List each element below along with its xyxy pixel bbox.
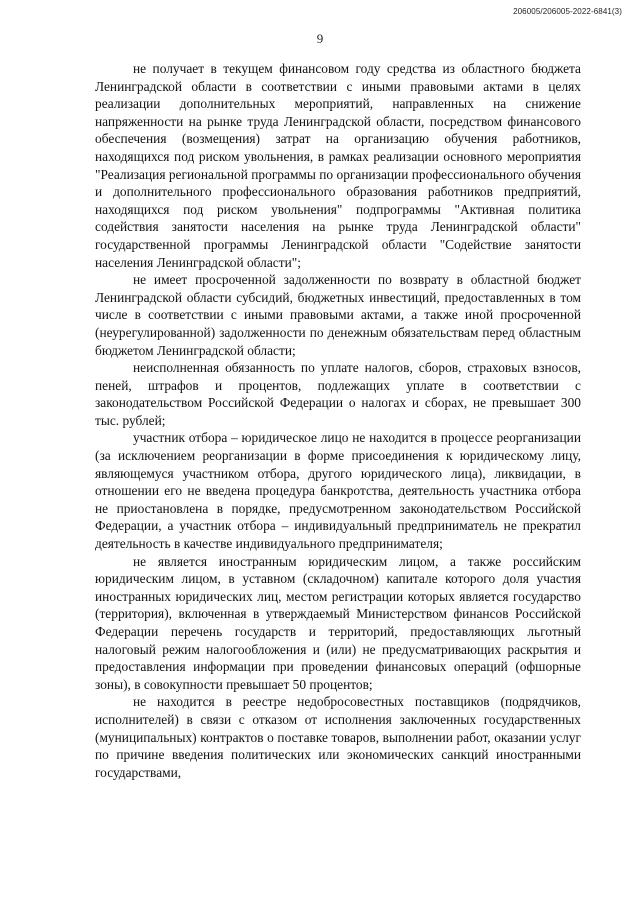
paragraph-6: не находится в реестре недобросовестных поставщиков (подрядчиков, исполнителей) в связи с отказом от исполнения заключенных государственных (муниципальных) контрактов о поставке товаров, выполнении работ, оказании услуг по причине введения политических или экономических санкций иностранными государствами, xyxy=(95,694,581,780)
paragraph-5: не является иностранным юридическим лицом, а также российским юридическим лицом, в уставном (складочном) капитале которого доля участия иностранных юридических лиц, местом регистрации которых является государство (территория), включенная в утверждаемый Министерством финансов Российской Федерации перечень государств и территорий, предоставляющих льготный налоговый режим налогообложения и (или) не предусматривающих раскрытия и предоставления информации при проведении финансовых операций (офшорные зоны), в совокупности превышает 50 процентов; xyxy=(95,553,581,692)
paragraph-3: неисполненная обязанность по уплате налогов, сборов, страховых взносов, пеней, штрафов и процентов, подлежащих уплате в соответствии с законодательством Российской Федерации о налогах и сборах, не превышает 300 тыс. рублей; xyxy=(95,360,581,428)
document-body xyxy=(95,60,581,781)
paragraph-2: не имеет просроченной задолженности по возврату в областной бюджет Ленинградской области субсидий, бюджетных инвестиций, предоставленных в том числе в соответствии с иными правовыми актами, а также иной просроченной (неурегулированной) задолженности по денежным обязательствам перед областным бюджетом Ленинградской области; xyxy=(95,272,581,358)
document-id: 206005/206005-2022-6841(3) xyxy=(513,7,622,16)
paragraph-1: не получает в текущем финансовом году средства из областного бюджета Ленинградской области в соответствии с иными правовыми актами в целях реализации дополнительных мероприятий, направленных на снижение напряженности на рынке труда Ленинградской области, посредством финансового обеспечения (возмещения) затрат на организацию обучения работников, находящихся под риском увольнения, в рамках реализации основного мероприятия "Реализация региональной программы по организации профессионального обучения и дополнительного профессионального образования работников предприятий, находящихся под риском увольнения" подпрограммы "Активная политика содействия занятости населения на рынке труда Ленинградской области" государственной программы Ленинградской области "Содействие занятости населения Ленинградской области"; xyxy=(95,61,581,270)
paragraph-4: участник отбора – юридическое лицо не находится в процессе реорганизации (за исключением реорганизации в форме присоединения к юридическому лицу, являющемуся участником отбора, другого юридического лица), ликвидации, в отношении его не введена процедура банкротства, деятельность участника отбора не приостановлена в порядке, предусмотренном законодательством Российской Федерации, а участник отбора – индивидуальный предприниматель не прекратил деятельность в качестве индивидуального предпринимателя; xyxy=(95,430,581,552)
page-number: 9 xyxy=(316,31,324,46)
